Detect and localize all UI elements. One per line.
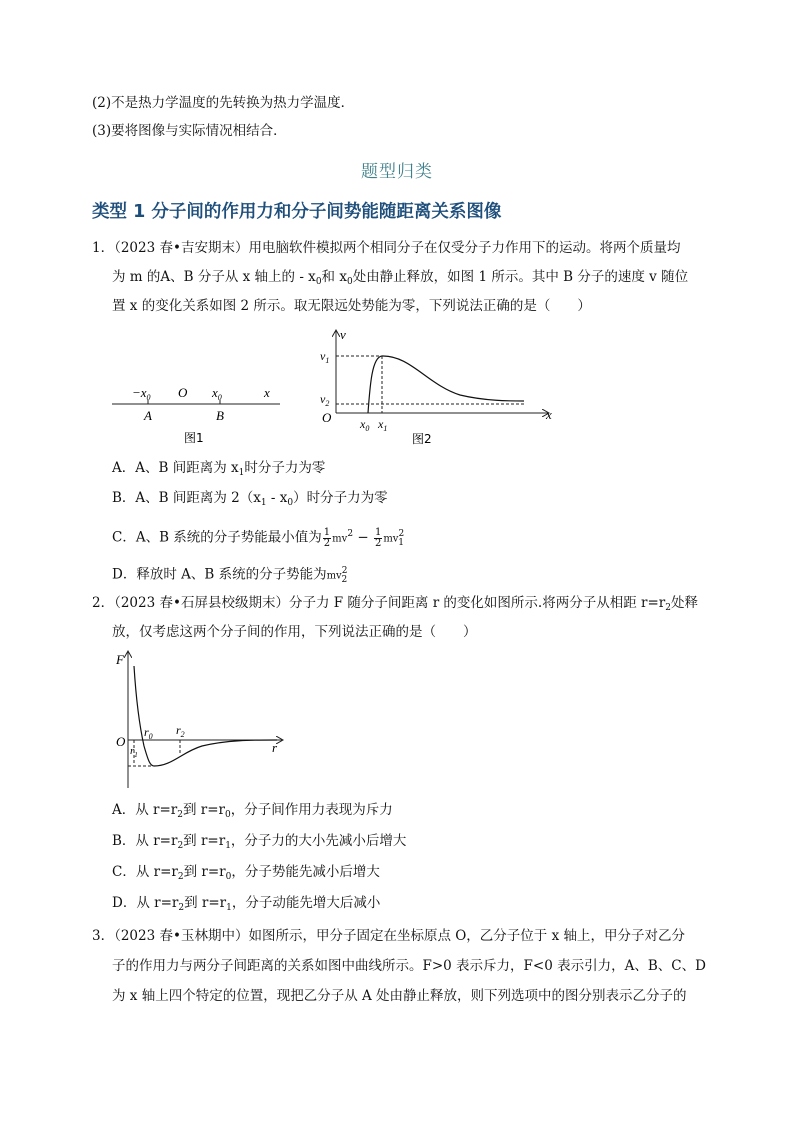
q3-line1: 3．（2023 春•玉林期中）如图所示，甲分子固定在坐标原点 O，乙分子位于 x 轴上，甲分子对乙分 (92, 928, 686, 944)
type-title: 类型 1 分子间的作用力和分子间势能随距离关系图像 (92, 202, 502, 222)
q3-line2: 子的作用力与两分子间距离的关系如图中曲线所示。F>0 表示斥力，F<0 表示引力，A、B、C、D (112, 958, 706, 974)
q1-option-b: B．A、B 间距离为 $2(x_1 - x_0)$时分子力为零 (112, 490, 388, 508)
fig3-f-axis: F (116, 652, 124, 667)
note-2: (2)不是热力学温度的先转换为热力学温度． (92, 95, 355, 111)
q2-line1: 2．（2023 春•石屏县校级期末）分子力 F 随分子间距离 r 的变化如图所示.将两分子从相距 $r=r_2$处释 (92, 595, 698, 613)
figure-force-distance (112, 648, 292, 798)
fig1-b: B (216, 408, 224, 423)
fig2-v-axis: v (340, 327, 346, 342)
fig2-v1: $v_1$ (320, 349, 330, 365)
fig3-origin: O (116, 734, 126, 749)
figure-1 (108, 378, 288, 448)
fig1-origin: O (178, 385, 188, 400)
q2-option-b: B．从 $r=r_2$到 $r=r_1$，分子力的大小先减小后增大 (112, 833, 407, 851)
figure-2 (310, 325, 560, 450)
q2-option-d: D．从 $r=r_2$到 $r=r_1$，分子动能先增大后减小 (112, 895, 381, 913)
fig2-x0: $x_0$ (360, 417, 370, 433)
q1-option-c: C．A、B 系统的分子势能最小值为 $\frac{1}{2}$ $mv^2$ − $\frac{1}{2}$ $mv^2_1$ (112, 526, 405, 549)
fig1-x0: $x_0$ (212, 385, 222, 402)
fig1-neg-x0: $-x_0$ (132, 385, 151, 402)
q3-line3: 为 x 轴上四个特定的位置，现把乙分子从 A 处由静止释放，则下列选项中的图分别表示乙分子的 (112, 988, 687, 1004)
fig2-v2: $v_2$ (320, 392, 330, 408)
q2-option-c: C．从 $r=r_2$到 $r=r_0$，分子势能先减小后增大 (112, 864, 380, 882)
q1-option-a: A．A、B 间距离为 $x_1$时分子力为零 (112, 460, 326, 478)
fig1-caption: 图1 (184, 431, 204, 445)
fig2-origin: O (322, 410, 332, 425)
q1-line3: 置 x 的变化关系如图 2 所示。取无限远处势能为零，下列说法正确的是（ ） (112, 298, 591, 314)
fig3-r0: $r_0$ (144, 725, 153, 741)
q1-option-d: D．释放时 A、B 系统的分子势能为$mv^2_2$ (112, 566, 348, 585)
q1-line2: 为 m 的A、B 分子从 x 轴上的 - $x_0$和 $x_0$处由静止释放，如图 1 所示。其中 B 分子的速度 v 随位 (112, 269, 689, 287)
fig2-x1: $x_1$ (378, 417, 388, 433)
q1-line1: 1．（2023 春•吉安期末）用电脑软件模拟两个相同分子在仅受分子力作用下的运动。将两个质量均 (92, 240, 681, 256)
fig1-x-label: x (264, 385, 270, 400)
q2-option-a: A．从 $r=r_2$到 $r=r_0$，分子间作用力表现为斥力 (112, 802, 393, 820)
fig1-a: A (144, 408, 152, 423)
note-3: (3)要将图像与实际情况相结合． (92, 123, 287, 139)
section-title: 题型归类 (361, 162, 433, 182)
q2-line2: 放，仅考虑这两个分子间的作用，下列说法正确的是（ ） (112, 624, 477, 640)
fig2-x-axis: x (546, 407, 552, 422)
fig3-r2: $r_2$ (176, 723, 185, 739)
fig2-caption: 图2 (412, 432, 432, 446)
fig3-r1: $r_1$ (130, 745, 138, 759)
fig3-r-axis: r (272, 740, 278, 755)
